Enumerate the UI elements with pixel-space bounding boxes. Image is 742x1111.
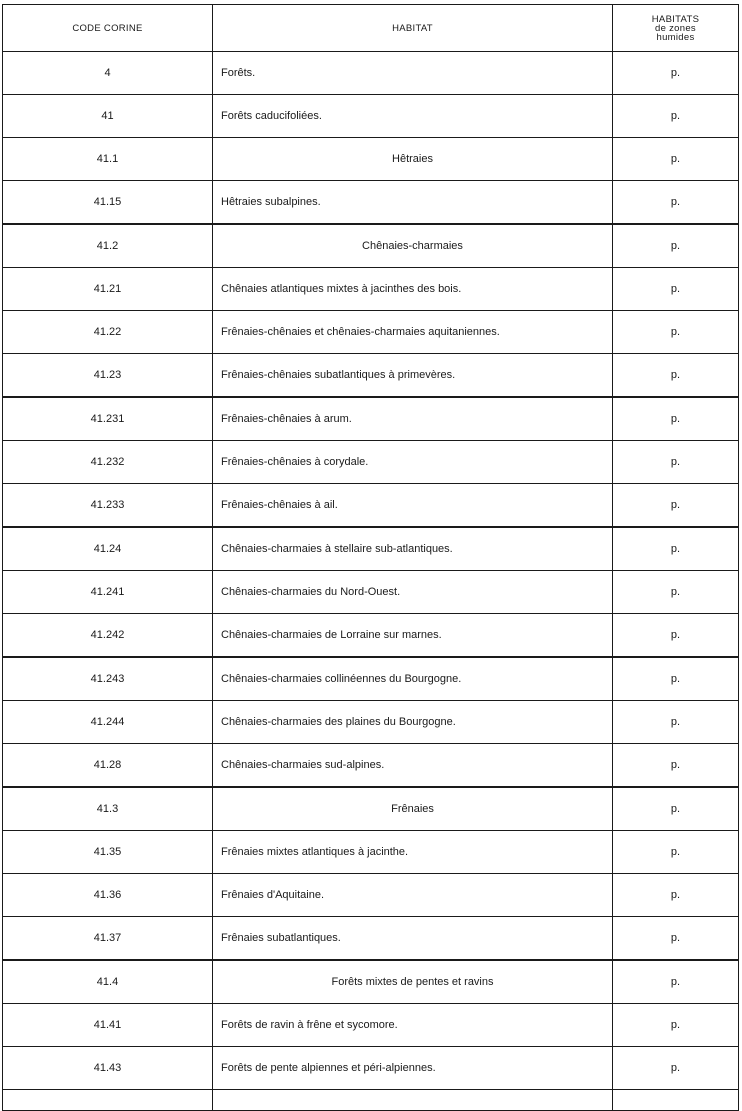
cell-habitat: Frênaies d'Aquitaine. — [213, 874, 613, 917]
table-row-partial — [3, 1090, 739, 1111]
cell-zones-humides: p. — [613, 268, 739, 311]
table-row — [3, 614, 739, 658]
cell-zones-humides: p. — [613, 571, 739, 614]
cell-zones-humides: p. — [613, 224, 739, 268]
header-code-corine: CODE CORINE — [3, 5, 213, 52]
cell-code-corine: 41.28 — [3, 744, 213, 788]
table-row — [3, 787, 739, 831]
habitat-table — [2, 4, 739, 1111]
cell-habitat: Chênaies-charmaies à stellaire sub-atlantiques. — [213, 527, 613, 571]
cell-habitat: Frênaies subatlantiques. — [213, 917, 613, 961]
cell-habitat: Frênaies mixtes atlantiques à jacinthe. — [213, 831, 613, 874]
cell-code-corine: 41.231 — [3, 397, 213, 441]
cell-zones-humides: p. — [613, 527, 739, 571]
cell-habitat: Forêts caducifoliées. — [213, 95, 613, 138]
cell-habitat: Frênaies-chênaies à corydale. — [213, 441, 613, 484]
table-row — [3, 441, 739, 484]
table-row — [3, 571, 739, 614]
cell-zones-humides: p. — [613, 354, 739, 398]
cell-habitat: Hêtraies subalpines. — [213, 181, 613, 225]
cell-zones-humides: p. — [613, 311, 739, 354]
cell-zones-humides: p. — [613, 657, 739, 701]
cell-empty — [3, 1090, 213, 1111]
cell-habitat: Frênaies — [213, 787, 613, 831]
cell-code-corine: 41.23 — [3, 354, 213, 398]
cell-zones-humides: p. — [613, 701, 739, 744]
table-row — [3, 311, 739, 354]
cell-code-corine: 41.233 — [3, 484, 213, 528]
cell-zones-humides: p. — [613, 831, 739, 874]
cell-code-corine: 41.244 — [3, 701, 213, 744]
cell-code-corine: 41.41 — [3, 1004, 213, 1047]
table-row — [3, 138, 739, 181]
cell-habitat: Frênaies-chênaies à arum. — [213, 397, 613, 441]
table-row — [3, 1004, 739, 1047]
header-zones-line2: de zones — [655, 22, 696, 34]
table-row — [3, 701, 739, 744]
cell-habitat: Frênaies-chênaies subatlantiques à primevères. — [213, 354, 613, 398]
table-header-row — [3, 5, 739, 52]
cell-code-corine: 41.4 — [3, 960, 213, 1004]
table-row — [3, 960, 739, 1004]
table-row — [3, 224, 739, 268]
cell-code-corine: 4 — [3, 52, 213, 95]
header-habitats-zones-humides — [613, 5, 739, 52]
cell-empty — [213, 1090, 613, 1111]
cell-habitat: Forêts mixtes de pentes et ravins — [213, 960, 613, 1004]
table-row — [3, 917, 739, 961]
cell-habitat: Chênaies atlantiques mixtes à jacinthes des bois. — [213, 268, 613, 311]
cell-empty — [613, 1090, 739, 1111]
header-habitat: HABITAT — [213, 5, 613, 52]
table-row — [3, 744, 739, 788]
cell-habitat: Chênaies-charmaies collinéennes du Bourgogne. — [213, 657, 613, 701]
table-row — [3, 657, 739, 701]
cell-habitat: Forêts. — [213, 52, 613, 95]
cell-habitat: Chênaies-charmaies de Lorraine sur marnes. — [213, 614, 613, 658]
cell-habitat: Chênaies-charmaies sud-alpines. — [213, 744, 613, 788]
cell-zones-humides: p. — [613, 960, 739, 1004]
table-row — [3, 831, 739, 874]
cell-habitat: Chênaies-charmaies du Nord-Ouest. — [213, 571, 613, 614]
table-row — [3, 484, 739, 528]
table-row — [3, 268, 739, 311]
cell-zones-humides: p. — [613, 138, 739, 181]
cell-habitat: Frênaies-chênaies à ail. — [213, 484, 613, 528]
header-zones-line1: HABITATS — [651, 13, 700, 25]
cell-code-corine: 41.243 — [3, 657, 213, 701]
table-body — [3, 52, 739, 1111]
cell-zones-humides: p. — [613, 484, 739, 528]
cell-code-corine: 41.241 — [3, 571, 213, 614]
cell-zones-humides: p. — [613, 397, 739, 441]
cell-zones-humides: p. — [613, 614, 739, 658]
cell-habitat: Chênaies-charmaies — [213, 224, 613, 268]
cell-code-corine: 41.43 — [3, 1047, 213, 1090]
cell-code-corine: 41.21 — [3, 268, 213, 311]
cell-zones-humides: p. — [613, 1047, 739, 1090]
cell-zones-humides: p. — [613, 874, 739, 917]
cell-code-corine: 41.232 — [3, 441, 213, 484]
cell-code-corine: 41.242 — [3, 614, 213, 658]
cell-zones-humides: p. — [613, 441, 739, 484]
table-row — [3, 527, 739, 571]
cell-habitat: Forêts de pente alpiennes et péri-alpiennes. — [213, 1047, 613, 1090]
cell-habitat: Forêts de ravin à frêne et sycomore. — [213, 1004, 613, 1047]
cell-zones-humides: p. — [613, 744, 739, 788]
cell-habitat: Chênaies-charmaies des plaines du Bourgogne. — [213, 701, 613, 744]
cell-zones-humides: p. — [613, 1004, 739, 1047]
cell-code-corine: 41.37 — [3, 917, 213, 961]
cell-code-corine: 41.24 — [3, 527, 213, 571]
cell-zones-humides: p. — [613, 95, 739, 138]
cell-habitat: Frênaies-chênaies et chênaies-charmaies aquitaniennes. — [213, 311, 613, 354]
table-row — [3, 397, 739, 441]
table-row — [3, 1047, 739, 1090]
table-row — [3, 181, 739, 225]
header-zones-line3: humides — [656, 31, 695, 43]
table-row — [3, 95, 739, 138]
cell-code-corine: 41.2 — [3, 224, 213, 268]
cell-zones-humides: p. — [613, 181, 739, 225]
cell-code-corine: 41 — [3, 95, 213, 138]
cell-zones-humides: p. — [613, 52, 739, 95]
cell-zones-humides: p. — [613, 917, 739, 961]
cell-code-corine: 41.36 — [3, 874, 213, 917]
cell-code-corine: 41.35 — [3, 831, 213, 874]
cell-code-corine: 41.15 — [3, 181, 213, 225]
table-row — [3, 874, 739, 917]
cell-code-corine: 41.22 — [3, 311, 213, 354]
table-row — [3, 354, 739, 398]
cell-code-corine: 41.3 — [3, 787, 213, 831]
cell-code-corine: 41.1 — [3, 138, 213, 181]
cell-zones-humides: p. — [613, 787, 739, 831]
cell-habitat: Hêtraies — [213, 138, 613, 181]
table-row — [3, 52, 739, 95]
